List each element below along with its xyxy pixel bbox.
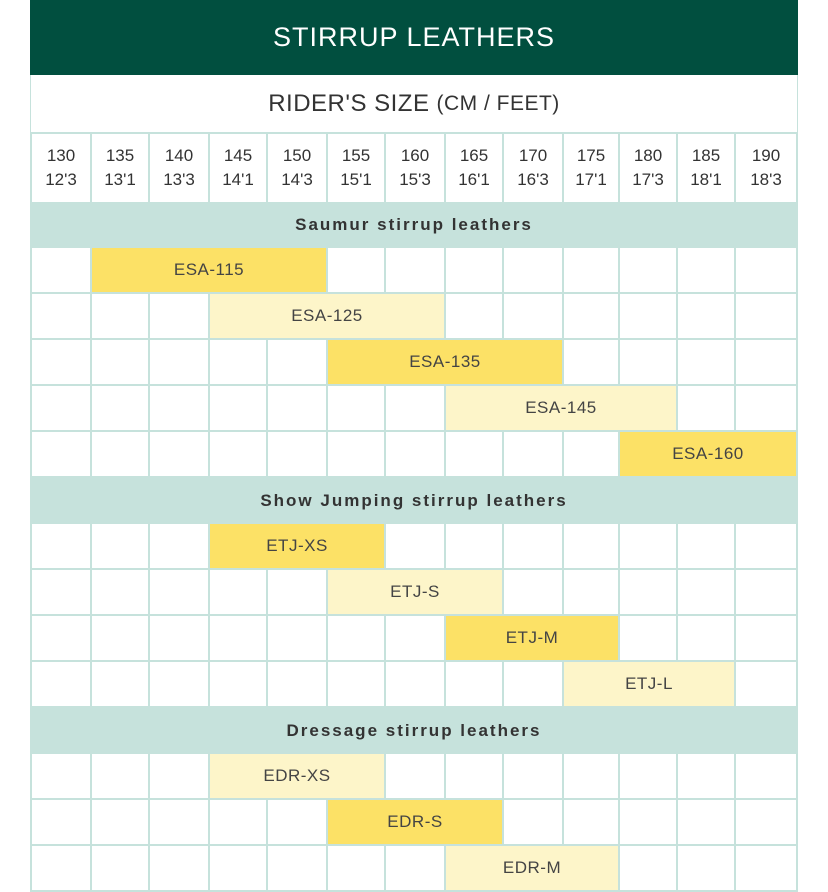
size-cm: 180 xyxy=(633,146,663,165)
size-feet: 18'3 xyxy=(750,170,782,189)
grid-cell xyxy=(620,524,678,570)
product-code: ESA-125 xyxy=(291,306,363,325)
section-heading: Dressage stirrup leathers xyxy=(30,708,798,754)
grid-cell xyxy=(446,432,504,478)
product-code: ETJ-M xyxy=(505,628,559,647)
grid-cell xyxy=(30,248,92,294)
grid-cell xyxy=(210,570,268,616)
size-row xyxy=(30,248,798,294)
grid-cell xyxy=(150,616,210,662)
grid-cell xyxy=(328,248,386,294)
product-code: ESA-115 xyxy=(173,260,245,279)
grid-cell xyxy=(30,386,92,432)
size-row xyxy=(30,800,798,846)
grid-cell xyxy=(564,524,620,570)
size-row xyxy=(30,524,798,570)
grid-cell xyxy=(150,386,210,432)
product-range-bar xyxy=(210,754,384,798)
grid-cell xyxy=(92,800,150,846)
size-column-header xyxy=(620,132,678,202)
size-row xyxy=(30,386,798,432)
size-cm: 165 xyxy=(459,146,489,165)
grid-cell xyxy=(564,570,620,616)
grid-cell xyxy=(678,570,736,616)
grid-cell xyxy=(564,432,620,478)
grid-cell xyxy=(564,294,620,340)
grid-cell xyxy=(30,340,92,386)
size-feet: 12'3 xyxy=(45,170,77,189)
grid-cell xyxy=(386,386,446,432)
grid-cell xyxy=(620,294,678,340)
grid-cell xyxy=(564,340,620,386)
grid-cell xyxy=(328,386,386,432)
size-column-header xyxy=(92,132,150,202)
size-column-header xyxy=(150,132,210,202)
product-range-bar xyxy=(92,248,326,292)
product-range-bar xyxy=(564,662,734,706)
section-heading: Show Jumping stirrup leathers xyxy=(30,478,798,524)
grid-cell xyxy=(210,662,268,708)
grid-cell xyxy=(386,662,446,708)
size-row xyxy=(30,340,798,386)
grid-cell xyxy=(386,432,446,478)
grid-cell xyxy=(268,800,328,846)
grid-cell xyxy=(328,662,386,708)
grid-cell xyxy=(210,800,268,846)
grid-cell xyxy=(150,340,210,386)
size-feet: 17'3 xyxy=(632,170,664,189)
size-cm: 170 xyxy=(518,146,548,165)
grid-cell xyxy=(92,432,150,478)
product-code: ETJ-XS xyxy=(266,536,328,555)
grid-cell xyxy=(504,294,564,340)
grid-cell xyxy=(386,616,446,662)
grid-cell xyxy=(30,432,92,478)
product-range-bar xyxy=(210,524,384,568)
grid-cell xyxy=(620,340,678,386)
grid-cell xyxy=(678,846,736,892)
grid-cell xyxy=(210,432,268,478)
product-code: ESA-160 xyxy=(672,444,744,463)
grid-cell xyxy=(678,386,736,432)
grid-cell xyxy=(736,616,798,662)
grid-cell xyxy=(150,294,210,340)
grid-cell xyxy=(30,616,92,662)
product-code: ETJ-L xyxy=(625,674,673,693)
grid-cell xyxy=(92,662,150,708)
product-range-bar xyxy=(446,846,618,890)
grid-cell xyxy=(386,524,446,570)
grid-cell xyxy=(92,754,150,800)
size-column-header xyxy=(678,132,736,202)
product-code: ESA-145 xyxy=(525,398,597,417)
grid-cell xyxy=(678,800,736,846)
grid-cell xyxy=(268,386,328,432)
size-cm: 190 xyxy=(751,146,781,165)
grid-cell xyxy=(328,432,386,478)
grid-cell xyxy=(30,662,92,708)
size-cm: 150 xyxy=(282,146,312,165)
grid-cell xyxy=(150,432,210,478)
size-row xyxy=(30,662,798,708)
grid-cell xyxy=(736,248,798,294)
grid-cell xyxy=(386,754,446,800)
size-column-header xyxy=(328,132,386,202)
grid-cell xyxy=(504,754,564,800)
grid-cell xyxy=(92,570,150,616)
grid-cell xyxy=(504,570,564,616)
section-heading: Saumur stirrup leathers xyxy=(30,202,798,248)
grid-cell xyxy=(736,340,798,386)
grid-cell xyxy=(30,570,92,616)
grid-cell xyxy=(736,386,798,432)
product-range-bar xyxy=(210,294,444,338)
grid-cell xyxy=(150,524,210,570)
grid-cell xyxy=(92,846,150,892)
size-cm: 130 xyxy=(46,146,76,165)
size-cm: 140 xyxy=(164,146,194,165)
grid-cell xyxy=(736,294,798,340)
product-range-bar xyxy=(446,386,676,430)
size-feet: 14'3 xyxy=(281,170,313,189)
size-feet: 15'1 xyxy=(340,170,372,189)
grid-cell xyxy=(92,386,150,432)
size-cm: 135 xyxy=(105,146,135,165)
grid-cell xyxy=(504,662,564,708)
product-range-bar xyxy=(446,616,618,660)
grid-cell xyxy=(30,846,92,892)
grid-cell xyxy=(736,846,798,892)
grid-cell xyxy=(564,754,620,800)
grid-cell xyxy=(210,616,268,662)
grid-cell xyxy=(150,662,210,708)
grid-cell xyxy=(268,846,328,892)
grid-cell xyxy=(620,800,678,846)
size-row xyxy=(30,570,798,616)
grid-cell xyxy=(504,524,564,570)
size-row xyxy=(30,846,798,892)
grid-cell xyxy=(620,248,678,294)
product-range-bar xyxy=(328,800,502,844)
grid-cell xyxy=(446,524,504,570)
grid-cell xyxy=(678,754,736,800)
grid-cell xyxy=(92,616,150,662)
size-row xyxy=(30,616,798,662)
chart-title: STIRRUP LEATHERS xyxy=(30,0,798,75)
grid-cell xyxy=(150,846,210,892)
size-feet: 13'3 xyxy=(163,170,195,189)
grid-cell xyxy=(504,248,564,294)
size-feet: 17'1 xyxy=(575,170,607,189)
grid-cell xyxy=(92,294,150,340)
grid-cell xyxy=(150,754,210,800)
size-column-header xyxy=(30,132,92,202)
size-row xyxy=(30,294,798,340)
size-feet: 16'1 xyxy=(458,170,490,189)
grid-cell xyxy=(328,846,386,892)
size-chart xyxy=(30,0,798,886)
grid-cell xyxy=(210,846,268,892)
grid-cell xyxy=(30,800,92,846)
grid-cell xyxy=(30,524,92,570)
size-column-header xyxy=(386,132,446,202)
size-column-header xyxy=(446,132,504,202)
grid-cell xyxy=(92,524,150,570)
product-code: ESA-135 xyxy=(409,352,481,371)
size-column-header xyxy=(210,132,268,202)
product-range-bar xyxy=(620,432,796,476)
grid-cell xyxy=(30,754,92,800)
size-row xyxy=(30,432,798,478)
size-cm: 175 xyxy=(576,146,606,165)
product-range-bar xyxy=(328,340,562,384)
grid-cell xyxy=(678,248,736,294)
grid-cell xyxy=(620,846,678,892)
product-code: EDR-S xyxy=(387,812,443,831)
grid-cell xyxy=(736,524,798,570)
grid-cell xyxy=(210,386,268,432)
grid-cell xyxy=(678,340,736,386)
grid-cell xyxy=(620,570,678,616)
grid-cell xyxy=(620,754,678,800)
grid-cell xyxy=(678,616,736,662)
size-feet: 15'3 xyxy=(399,170,431,189)
grid-cell xyxy=(736,800,798,846)
grid-cell xyxy=(504,800,564,846)
grid-cell xyxy=(210,340,268,386)
size-cm: 145 xyxy=(223,146,253,165)
size-feet: 13'1 xyxy=(104,170,136,189)
size-axis-unit: (CM / FEET) xyxy=(436,91,560,115)
grid-cell xyxy=(736,570,798,616)
grid-cell xyxy=(150,800,210,846)
size-column-header xyxy=(504,132,564,202)
size-axis-title: RIDER'S SIZE xyxy=(268,89,430,117)
size-feet: 16'3 xyxy=(517,170,549,189)
grid-cell xyxy=(268,616,328,662)
grid-cell xyxy=(268,662,328,708)
product-range-bar xyxy=(328,570,502,614)
size-axis-heading xyxy=(30,75,798,132)
product-code: EDR-XS xyxy=(263,766,331,785)
grid-cell xyxy=(446,754,504,800)
grid-cell xyxy=(736,662,798,708)
grid-cell xyxy=(678,294,736,340)
grid-cell xyxy=(30,294,92,340)
size-column-header xyxy=(736,132,798,202)
grid-cell xyxy=(150,570,210,616)
size-feet: 14'1 xyxy=(222,170,254,189)
size-cm: 155 xyxy=(341,146,371,165)
grid-cell xyxy=(386,846,446,892)
grid-cell xyxy=(564,800,620,846)
grid-cell xyxy=(678,524,736,570)
size-cm: 160 xyxy=(400,146,430,165)
size-feet: 18'1 xyxy=(690,170,722,189)
size-cm: 185 xyxy=(691,146,721,165)
grid-cell xyxy=(564,248,620,294)
product-code: EDR-M xyxy=(502,858,562,877)
grid-cell xyxy=(268,570,328,616)
grid-cell xyxy=(386,248,446,294)
grid-cell xyxy=(446,294,504,340)
product-code: ETJ-S xyxy=(390,582,440,601)
grid-cell xyxy=(504,432,564,478)
size-column-header xyxy=(564,132,620,202)
grid-cell xyxy=(268,432,328,478)
grid-cell xyxy=(446,662,504,708)
grid-cell xyxy=(92,340,150,386)
grid-cell xyxy=(328,616,386,662)
size-row xyxy=(30,754,798,800)
grid-cell xyxy=(736,754,798,800)
grid-cell xyxy=(620,616,678,662)
grid-cell xyxy=(446,248,504,294)
grid-cell xyxy=(268,340,328,386)
size-column-header xyxy=(268,132,328,202)
